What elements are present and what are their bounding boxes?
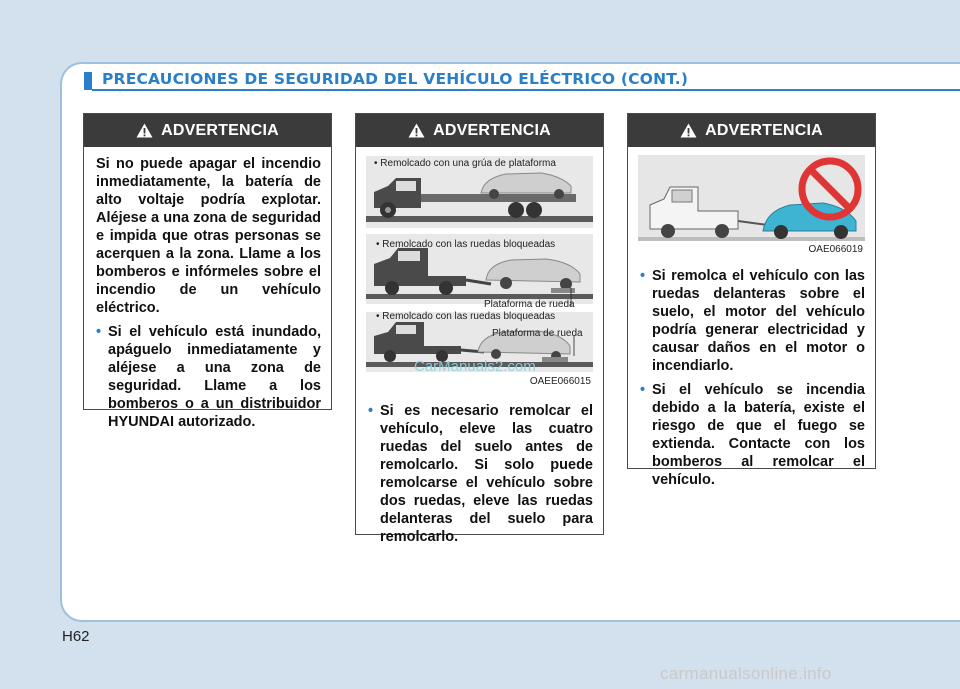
inline-watermark: CarManuals2.com: [414, 358, 536, 375]
warning-triangle-icon: [680, 123, 697, 138]
bullet-text: Si remolca el vehículo con las ruedas delanteras sobre el suelo, el motor del vehículo podría generar electricidad y causar daños en el motor o incendiarlo.: [652, 268, 865, 374]
bullet-text: Si es necesario remolcar el vehículo, eleve las cuatro ruedas del suelo antes de remolcarlo. Si solo puede remolcarse el vehículo sobre dos ruedas, eleve las ruedas delanteras del suelo para remolcarlo.: [380, 403, 593, 545]
bullet-dot: •: [640, 268, 646, 284]
warning-label: ADVERTENCIA: [705, 121, 823, 139]
bullet-item: [96, 323, 321, 431]
prohibited-towing-illustration: [638, 155, 865, 257]
figure-code: OAE066019: [808, 244, 863, 255]
header-rule: [92, 89, 960, 91]
warning-triangle-icon: [408, 123, 425, 138]
figure-caption: Plataforma de rueda: [484, 299, 575, 310]
figure-caption: • Remolcado con una grúa de plataforma: [374, 158, 556, 169]
towing-methods-figure: [366, 156, 593, 390]
prohibited-towing-figure: [638, 155, 865, 257]
section-header: [84, 70, 960, 94]
bullet-text: Si el vehículo se incendia debido a la batería, existe el riesgo de que el fuego se extienda. Contacte con los bomberos al remolcar el vehículo.: [652, 382, 865, 488]
warning-label: ADVERTENCIA: [433, 121, 551, 139]
bullet-dot: •: [640, 382, 646, 398]
warning-header: [628, 114, 875, 147]
header-accent-bar: [84, 72, 92, 90]
bullet-item: [640, 381, 865, 489]
section-title: PRECAUCIONES DE SEGURIDAD DEL VEHÍCULO ELÉCTRICO (CONT.): [102, 70, 689, 88]
warning-header: [356, 114, 603, 147]
bullet-text: Si el vehículo está inundado, apáguelo inmediatamente y aléjese a una zona de seguridad. Llame a los bomberos o a un distribuidor HYUNDAI autorizado.: [108, 324, 321, 430]
bullet-item: [640, 267, 865, 375]
warning-label: ADVERTENCIA: [161, 121, 279, 139]
warning-box-2: [355, 113, 604, 545]
warning-header: [84, 114, 331, 147]
warning-triangle-icon: [136, 123, 153, 138]
figure-code: OAEE066015: [529, 376, 591, 387]
warning-paragraph: Si no puede apagar el incendio inmediatamente, la batería de alto voltaje podría explotar. Aléjese a una zona de seguridad e impida que otras personas se acerquen a la zona. Llame a los bomberos e infórmeles sobre el incendio de un vehículo eléctrico.: [96, 156, 321, 316]
figure-caption: • Remolcado con las ruedas bloqueadas: [376, 311, 556, 322]
page-number: H62: [62, 628, 90, 645]
bullet-item: [368, 402, 593, 546]
bullet-dot: •: [368, 403, 374, 419]
figure-caption: Plataforma de rueda: [492, 328, 583, 339]
figure-caption: • Remolcado con las ruedas bloqueadas: [376, 239, 556, 250]
warning-box-1: [83, 113, 332, 430]
site-watermark: carmanualsonline.info: [660, 664, 832, 683]
warning-box-3: [627, 113, 876, 488]
towing-illustration: [366, 156, 593, 390]
bullet-dot: •: [96, 324, 102, 340]
